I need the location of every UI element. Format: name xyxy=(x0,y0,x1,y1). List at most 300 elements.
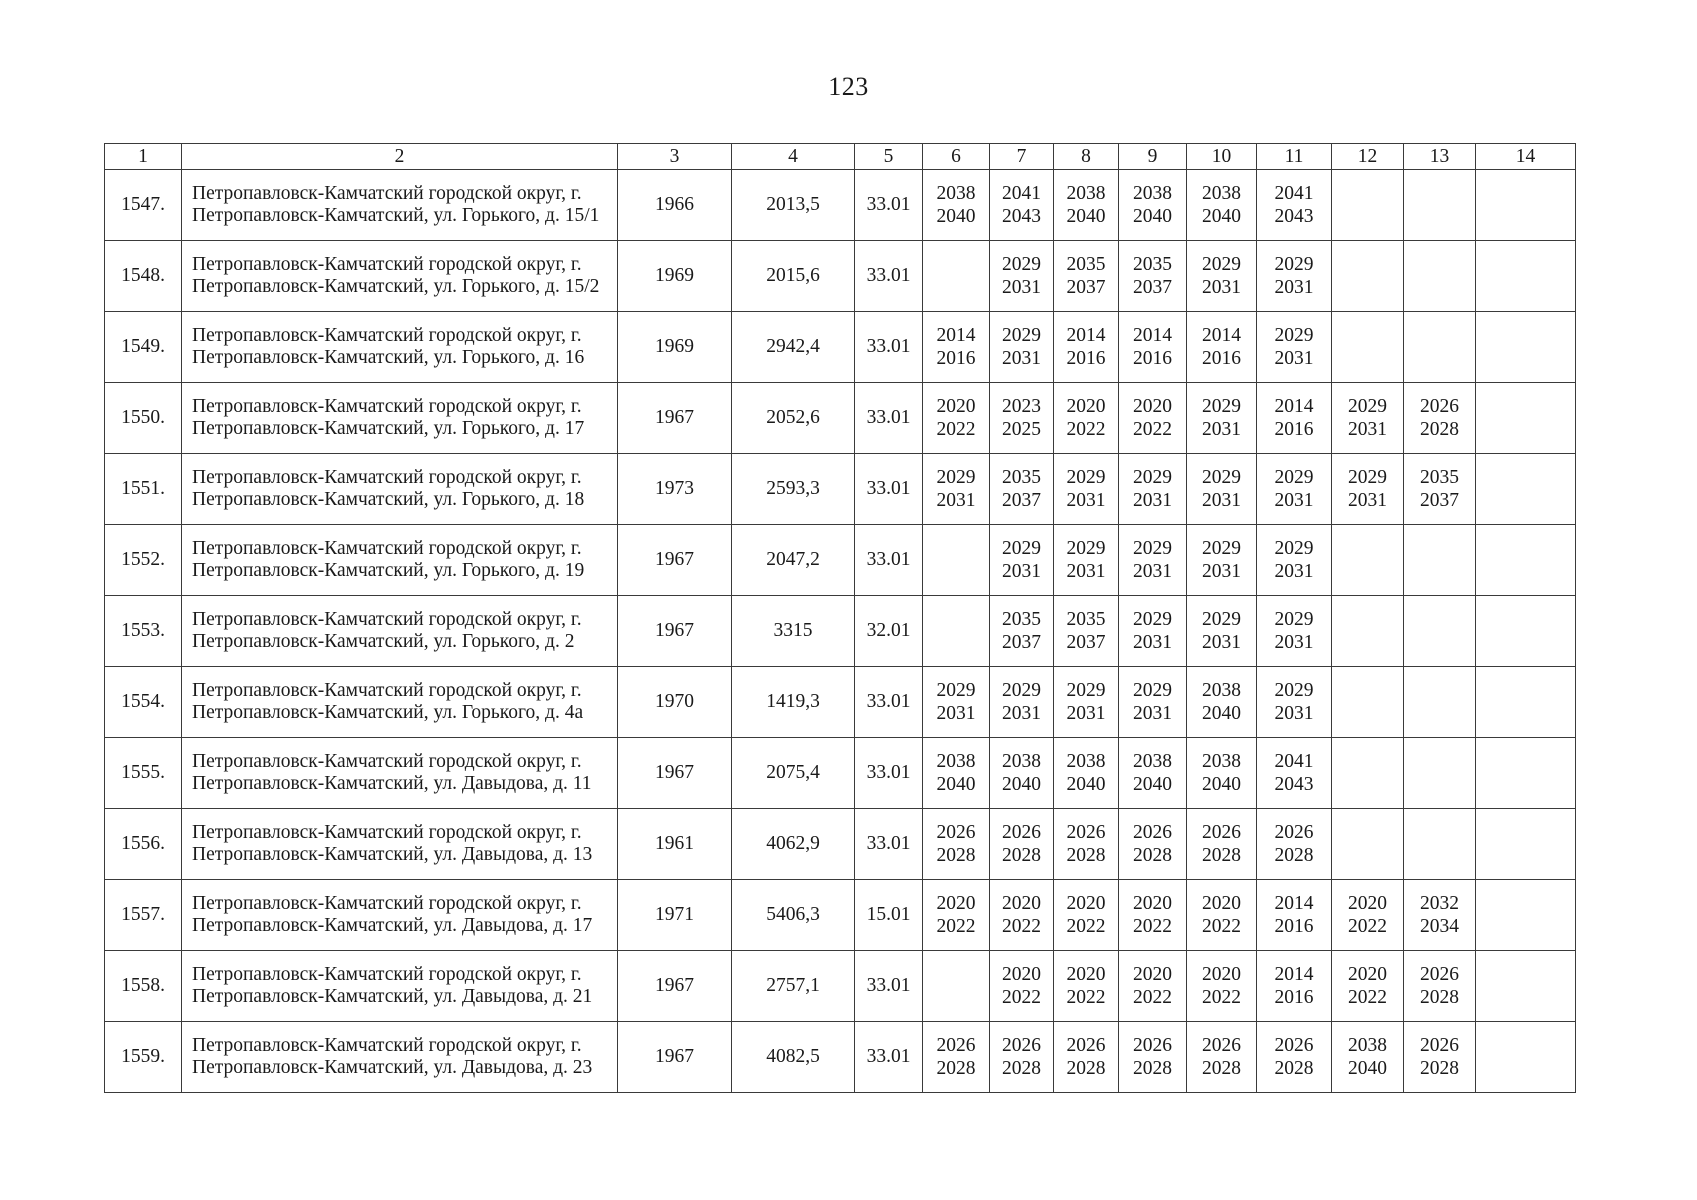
period-start: 2014 xyxy=(936,324,976,346)
row-number: 1548. xyxy=(105,241,182,312)
period-end: 2031 xyxy=(1348,490,1387,511)
period-end: 2022 xyxy=(936,916,976,937)
period-cell-col-14 xyxy=(1476,596,1576,667)
period-end: 2043 xyxy=(1002,206,1041,227)
period-start: 2029 xyxy=(1002,324,1041,346)
period-start: 2014 xyxy=(1133,324,1172,346)
period-start: 2029 xyxy=(1002,253,1041,275)
period-start: 2038 xyxy=(936,182,976,204)
period-cell-col-6 xyxy=(923,383,990,454)
area-cell: 1419,3 xyxy=(732,667,855,738)
row-number: 1555. xyxy=(105,738,182,809)
period-end: 2022 xyxy=(1348,916,1387,937)
year-cell: 1973 xyxy=(618,454,732,525)
period-cell-col-12 xyxy=(1332,951,1404,1022)
address-cell: Петропавловск-Камчатский городской округ, г. Петропавловск-Камчатский, ул. Давыдова, д. 13 xyxy=(182,809,618,880)
period-end: 2043 xyxy=(1274,206,1314,227)
area-cell: 2075,4 xyxy=(732,738,855,809)
period-start: 2020 xyxy=(1066,892,1106,914)
period-cell-col-11 xyxy=(1257,738,1332,809)
period-start: 2020 xyxy=(1202,963,1241,985)
period-cell-col-14 xyxy=(1476,809,1576,880)
period-start: 2020 xyxy=(1348,963,1387,985)
row-number: 1553. xyxy=(105,596,182,667)
code-cell: 33.01 xyxy=(855,951,923,1022)
period-cell-col-6 xyxy=(923,312,990,383)
period-start: 2035 xyxy=(1420,466,1459,488)
address-cell: Петропавловск-Камчатский городской округ, г. Петропавловск-Камчатский, ул. Горького, д. 15/2 xyxy=(182,241,618,312)
period-start: 2020 xyxy=(1066,395,1106,417)
period-cell-col-7 xyxy=(990,596,1054,667)
area-cell: 2015,6 xyxy=(732,241,855,312)
column-header-14: 14 xyxy=(1476,144,1576,170)
area-cell: 2047,2 xyxy=(732,525,855,596)
period-cell-col-9 xyxy=(1119,809,1187,880)
address-cell: Петропавловск-Камчатский городской округ, г. Петропавловск-Камчатский, ул. Горького, д. 2 xyxy=(182,596,618,667)
period-cell-col-12 xyxy=(1332,809,1404,880)
period-end: 2028 xyxy=(1420,987,1459,1008)
period-start: 2026 xyxy=(1274,821,1314,843)
period-end: 2025 xyxy=(1002,419,1041,440)
year-cell: 1967 xyxy=(618,383,732,454)
period-cell-col-9 xyxy=(1119,880,1187,951)
period-end: 2040 xyxy=(1066,206,1106,227)
period-end: 2016 xyxy=(1274,916,1314,937)
period-end: 2028 xyxy=(1133,1058,1172,1079)
period-start: 2026 xyxy=(1066,821,1106,843)
period-end: 2031 xyxy=(1348,419,1387,440)
period-cell-col-10 xyxy=(1187,809,1257,880)
period-end: 2028 xyxy=(1133,845,1172,866)
period-cell-col-8 xyxy=(1054,880,1119,951)
period-cell-col-10 xyxy=(1187,596,1257,667)
period-end: 2040 xyxy=(936,774,976,795)
address-cell: Петропавловск-Камчатский городской округ, г. Петропавловск-Камчатский, ул. Горького, д. 17 xyxy=(182,383,618,454)
period-start: 2041 xyxy=(1274,750,1314,772)
period-end: 2016 xyxy=(1133,348,1172,369)
period-start: 2029 xyxy=(936,466,976,488)
table-row xyxy=(105,312,1576,383)
period-start: 2029 xyxy=(1274,466,1314,488)
period-end: 2022 xyxy=(1066,916,1106,937)
period-cell-col-8 xyxy=(1054,454,1119,525)
period-cell-col-13 xyxy=(1404,951,1476,1022)
period-end: 2028 xyxy=(1002,845,1041,866)
period-start: 2029 xyxy=(1133,466,1172,488)
period-start: 2014 xyxy=(1274,892,1314,914)
code-cell: 33.01 xyxy=(855,312,923,383)
period-end: 2028 xyxy=(936,845,976,866)
period-start: 2026 xyxy=(1420,395,1459,417)
code-cell: 33.01 xyxy=(855,738,923,809)
period-start: 2029 xyxy=(1202,395,1241,417)
period-cell-col-6 xyxy=(923,880,990,951)
period-end: 2040 xyxy=(1066,774,1106,795)
column-header-3: 3 xyxy=(618,144,732,170)
address-cell: Петропавловск-Камчатский городской округ, г. Петропавловск-Камчатский, ул. Давыдова, д. 23 xyxy=(182,1022,618,1093)
row-number: 1558. xyxy=(105,951,182,1022)
period-end: 2022 xyxy=(1202,916,1241,937)
period-end: 2031 xyxy=(1133,632,1172,653)
period-cell-col-7 xyxy=(990,738,1054,809)
period-cell-col-14 xyxy=(1476,1022,1576,1093)
period-cell-col-7 xyxy=(990,951,1054,1022)
period-end: 2031 xyxy=(1274,703,1314,724)
period-end: 2031 xyxy=(1274,490,1314,511)
period-start: 2038 xyxy=(1202,750,1241,772)
period-start: 2026 xyxy=(1202,821,1241,843)
period-cell-col-10 xyxy=(1187,525,1257,596)
period-start: 2029 xyxy=(1133,537,1172,559)
table-row xyxy=(105,738,1576,809)
period-end: 2031 xyxy=(1002,277,1041,298)
period-cell-col-13 xyxy=(1404,454,1476,525)
year-cell: 1966 xyxy=(618,170,732,241)
period-start: 2014 xyxy=(1202,324,1241,346)
period-start: 2038 xyxy=(1002,750,1041,772)
period-start: 2041 xyxy=(1002,182,1041,204)
period-start: 2020 xyxy=(936,395,976,417)
table-row xyxy=(105,667,1576,738)
code-cell: 33.01 xyxy=(855,383,923,454)
period-start: 2029 xyxy=(1202,253,1241,275)
period-end: 2028 xyxy=(1274,845,1314,866)
period-end: 2031 xyxy=(1274,277,1314,298)
period-cell-col-12 xyxy=(1332,241,1404,312)
period-start: 2029 xyxy=(1066,679,1106,701)
table-body xyxy=(105,170,1576,1093)
period-cell-col-6 xyxy=(923,241,990,312)
year-cell: 1967 xyxy=(618,951,732,1022)
period-cell-col-13 xyxy=(1404,525,1476,596)
period-end: 2040 xyxy=(1202,774,1241,795)
period-end: 2031 xyxy=(936,490,976,511)
address-cell: Петропавловск-Камчатский городской округ, г. Петропавловск-Камчатский, ул. Давыдова, д. 21 xyxy=(182,951,618,1022)
period-cell-col-11 xyxy=(1257,383,1332,454)
period-start: 2041 xyxy=(1274,182,1314,204)
area-cell: 3315 xyxy=(732,596,855,667)
column-header-8: 8 xyxy=(1054,144,1119,170)
code-cell: 33.01 xyxy=(855,525,923,596)
year-cell: 1967 xyxy=(618,738,732,809)
row-number: 1559. xyxy=(105,1022,182,1093)
period-cell-col-13 xyxy=(1404,170,1476,241)
row-number: 1550. xyxy=(105,383,182,454)
table-row xyxy=(105,596,1576,667)
period-end: 2043 xyxy=(1274,774,1314,795)
year-cell: 1967 xyxy=(618,596,732,667)
area-cell: 5406,3 xyxy=(732,880,855,951)
period-end: 2022 xyxy=(1133,916,1172,937)
period-cell-col-9 xyxy=(1119,312,1187,383)
period-end: 2037 xyxy=(1002,490,1041,511)
period-end: 2022 xyxy=(1133,987,1172,1008)
period-start: 2026 xyxy=(936,821,976,843)
period-cell-col-14 xyxy=(1476,951,1576,1022)
period-end: 2022 xyxy=(1348,987,1387,1008)
period-cell-col-14 xyxy=(1476,454,1576,525)
period-end: 2031 xyxy=(1202,490,1241,511)
period-cell-col-10 xyxy=(1187,951,1257,1022)
row-number: 1554. xyxy=(105,667,182,738)
period-cell-col-7 xyxy=(990,1022,1054,1093)
period-cell-col-11 xyxy=(1257,170,1332,241)
period-end: 2016 xyxy=(1202,348,1241,369)
area-cell: 4062,9 xyxy=(732,809,855,880)
column-header-1: 1 xyxy=(105,144,182,170)
period-cell-col-14 xyxy=(1476,170,1576,241)
period-cell-col-7 xyxy=(990,312,1054,383)
header-row xyxy=(105,144,1576,170)
period-start: 2038 xyxy=(1348,1034,1387,1056)
period-start: 2029 xyxy=(1274,537,1314,559)
period-cell-col-8 xyxy=(1054,312,1119,383)
row-number: 1557. xyxy=(105,880,182,951)
period-cell-col-7 xyxy=(990,454,1054,525)
period-start: 2029 xyxy=(936,679,976,701)
period-end: 2016 xyxy=(1274,987,1314,1008)
period-cell-col-7 xyxy=(990,809,1054,880)
period-cell-col-6 xyxy=(923,170,990,241)
period-end: 2022 xyxy=(1133,419,1172,440)
period-start: 2029 xyxy=(1133,608,1172,630)
period-end: 2031 xyxy=(1133,703,1172,724)
period-start: 2020 xyxy=(1002,963,1041,985)
period-cell-col-14 xyxy=(1476,241,1576,312)
period-end: 2040 xyxy=(1133,774,1172,795)
address-cell: Петропавловск-Камчатский городской округ, г. Петропавловск-Камчатский, ул. Давыдова, д. 11 xyxy=(182,738,618,809)
period-cell-col-8 xyxy=(1054,525,1119,596)
period-cell-col-8 xyxy=(1054,596,1119,667)
period-cell-col-6 xyxy=(923,951,990,1022)
period-end: 2022 xyxy=(936,419,976,440)
period-cell-col-12 xyxy=(1332,880,1404,951)
period-cell-col-8 xyxy=(1054,383,1119,454)
period-cell-col-13 xyxy=(1404,880,1476,951)
period-cell-col-13 xyxy=(1404,738,1476,809)
period-cell-col-14 xyxy=(1476,880,1576,951)
period-start: 2035 xyxy=(1066,608,1106,630)
period-start: 2014 xyxy=(1066,324,1106,346)
period-cell-col-14 xyxy=(1476,525,1576,596)
area-cell: 2052,6 xyxy=(732,383,855,454)
period-cell-col-11 xyxy=(1257,454,1332,525)
period-start: 2038 xyxy=(1066,182,1106,204)
code-cell: 33.01 xyxy=(855,454,923,525)
period-end: 2028 xyxy=(936,1058,976,1079)
address-cell: Петропавловск-Камчатский городской округ, г. Петропавловск-Камчатский, ул. Горького, д. 19 xyxy=(182,525,618,596)
period-end: 2031 xyxy=(936,703,976,724)
table-row xyxy=(105,241,1576,312)
period-end: 2028 xyxy=(1274,1058,1314,1079)
period-end: 2031 xyxy=(1002,348,1041,369)
period-cell-col-12 xyxy=(1332,312,1404,383)
period-cell-col-10 xyxy=(1187,454,1257,525)
period-end: 2037 xyxy=(1066,277,1106,298)
period-end: 2031 xyxy=(1202,419,1241,440)
period-cell-col-9 xyxy=(1119,1022,1187,1093)
table-row xyxy=(105,951,1576,1022)
year-cell: 1969 xyxy=(618,312,732,383)
period-start: 2026 xyxy=(1066,1034,1106,1056)
period-start: 2029 xyxy=(1348,395,1387,417)
period-cell-col-9 xyxy=(1119,170,1187,241)
period-end: 2031 xyxy=(1202,632,1241,653)
table-row xyxy=(105,809,1576,880)
period-cell-col-8 xyxy=(1054,951,1119,1022)
period-cell-col-12 xyxy=(1332,738,1404,809)
period-cell-col-9 xyxy=(1119,738,1187,809)
period-cell-col-13 xyxy=(1404,312,1476,383)
row-number: 1556. xyxy=(105,809,182,880)
period-end: 2031 xyxy=(1202,277,1241,298)
period-end: 2040 xyxy=(936,206,976,227)
period-start: 2026 xyxy=(1202,1034,1241,1056)
address-cell: Петропавловск-Камчатский городской округ, г. Петропавловск-Камчатский, ул. Горького, д. 18 xyxy=(182,454,618,525)
period-end: 2031 xyxy=(1066,561,1106,582)
code-cell: 33.01 xyxy=(855,809,923,880)
address-cell: Петропавловск-Камчатский городской округ, г. Петропавловск-Камчатский, ул. Горького, д. 16 xyxy=(182,312,618,383)
column-header-4: 4 xyxy=(732,144,855,170)
area-cell: 2013,5 xyxy=(732,170,855,241)
period-end: 2022 xyxy=(1002,987,1041,1008)
period-start: 2029 xyxy=(1202,537,1241,559)
period-cell-col-7 xyxy=(990,667,1054,738)
column-header-2: 2 xyxy=(182,144,618,170)
period-cell-col-11 xyxy=(1257,525,1332,596)
period-cell-col-14 xyxy=(1476,738,1576,809)
period-end: 2028 xyxy=(1066,1058,1106,1079)
period-start: 2026 xyxy=(1133,821,1172,843)
period-cell-col-11 xyxy=(1257,241,1332,312)
column-header-13: 13 xyxy=(1404,144,1476,170)
area-cell: 2757,1 xyxy=(732,951,855,1022)
period-cell-col-8 xyxy=(1054,667,1119,738)
period-cell-col-10 xyxy=(1187,880,1257,951)
period-end: 2031 xyxy=(1002,561,1041,582)
period-end: 2022 xyxy=(1202,987,1241,1008)
period-cell-col-6 xyxy=(923,738,990,809)
period-cell-col-11 xyxy=(1257,596,1332,667)
period-end: 2037 xyxy=(1066,632,1106,653)
period-start: 2029 xyxy=(1066,537,1106,559)
period-end: 2028 xyxy=(1202,1058,1241,1079)
period-cell-col-6 xyxy=(923,454,990,525)
year-cell: 1971 xyxy=(618,880,732,951)
column-header-6: 6 xyxy=(923,144,990,170)
period-cell-col-12 xyxy=(1332,596,1404,667)
row-number: 1551. xyxy=(105,454,182,525)
period-start: 2035 xyxy=(1002,466,1041,488)
period-start: 2038 xyxy=(1202,679,1241,701)
period-start: 2029 xyxy=(1274,324,1314,346)
period-end: 2031 xyxy=(1133,561,1172,582)
period-cell-col-13 xyxy=(1404,241,1476,312)
period-cell-col-11 xyxy=(1257,1022,1332,1093)
period-cell-col-14 xyxy=(1476,312,1576,383)
period-cell-col-7 xyxy=(990,383,1054,454)
period-start: 2020 xyxy=(1202,892,1241,914)
period-cell-col-6 xyxy=(923,525,990,596)
row-number: 1547. xyxy=(105,170,182,241)
table-row xyxy=(105,880,1576,951)
period-start: 2029 xyxy=(1274,679,1314,701)
period-start: 2026 xyxy=(1274,1034,1314,1056)
code-cell: 15.01 xyxy=(855,880,923,951)
area-cell: 2593,3 xyxy=(732,454,855,525)
period-cell-col-6 xyxy=(923,809,990,880)
period-cell-col-9 xyxy=(1119,454,1187,525)
period-start: 2020 xyxy=(1133,963,1172,985)
period-start: 2020 xyxy=(936,892,976,914)
table-header xyxy=(105,144,1576,170)
page-number: 123 xyxy=(828,72,869,101)
period-start: 2038 xyxy=(936,750,976,772)
period-start: 2026 xyxy=(1002,1034,1041,1056)
table-row xyxy=(105,170,1576,241)
column-header-5: 5 xyxy=(855,144,923,170)
year-cell: 1967 xyxy=(618,1022,732,1093)
period-start: 2026 xyxy=(1002,821,1041,843)
period-start: 2035 xyxy=(1133,253,1172,275)
period-end: 2016 xyxy=(1066,348,1106,369)
period-cell-col-7 xyxy=(990,241,1054,312)
period-cell-col-11 xyxy=(1257,880,1332,951)
period-end: 2040 xyxy=(1202,206,1241,227)
area-cell: 2942,4 xyxy=(732,312,855,383)
period-cell-col-10 xyxy=(1187,312,1257,383)
period-cell-col-11 xyxy=(1257,667,1332,738)
year-cell: 1967 xyxy=(618,525,732,596)
period-end: 2040 xyxy=(1133,206,1172,227)
period-cell-col-9 xyxy=(1119,241,1187,312)
period-cell-col-8 xyxy=(1054,1022,1119,1093)
period-end: 2037 xyxy=(1002,632,1041,653)
period-start: 2026 xyxy=(1133,1034,1172,1056)
code-cell: 32.01 xyxy=(855,596,923,667)
period-cell-col-9 xyxy=(1119,596,1187,667)
period-cell-col-10 xyxy=(1187,383,1257,454)
period-cell-col-11 xyxy=(1257,951,1332,1022)
period-end: 2028 xyxy=(1420,1058,1459,1079)
period-start: 2026 xyxy=(1420,1034,1459,1056)
period-start: 2035 xyxy=(1066,253,1106,275)
period-end: 2016 xyxy=(936,348,976,369)
period-cell-col-10 xyxy=(1187,170,1257,241)
period-cell-col-9 xyxy=(1119,667,1187,738)
period-cell-col-12 xyxy=(1332,667,1404,738)
period-cell-col-11 xyxy=(1257,809,1332,880)
period-start: 2029 xyxy=(1202,466,1241,488)
period-cell-col-14 xyxy=(1476,667,1576,738)
period-end: 2031 xyxy=(1133,490,1172,511)
period-start: 2032 xyxy=(1420,892,1459,914)
period-end: 2031 xyxy=(1066,703,1106,724)
code-cell: 33.01 xyxy=(855,241,923,312)
period-end: 2022 xyxy=(1066,987,1106,1008)
period-end: 2037 xyxy=(1133,277,1172,298)
period-cell-col-6 xyxy=(923,596,990,667)
period-cell-col-12 xyxy=(1332,525,1404,596)
period-end: 2031 xyxy=(1274,348,1314,369)
period-end: 2022 xyxy=(1002,916,1041,937)
period-cell-col-10 xyxy=(1187,1022,1257,1093)
period-start: 2014 xyxy=(1274,395,1314,417)
period-cell-col-13 xyxy=(1404,383,1476,454)
period-start: 2026 xyxy=(1420,963,1459,985)
period-start: 2014 xyxy=(1274,963,1314,985)
period-cell-col-9 xyxy=(1119,383,1187,454)
